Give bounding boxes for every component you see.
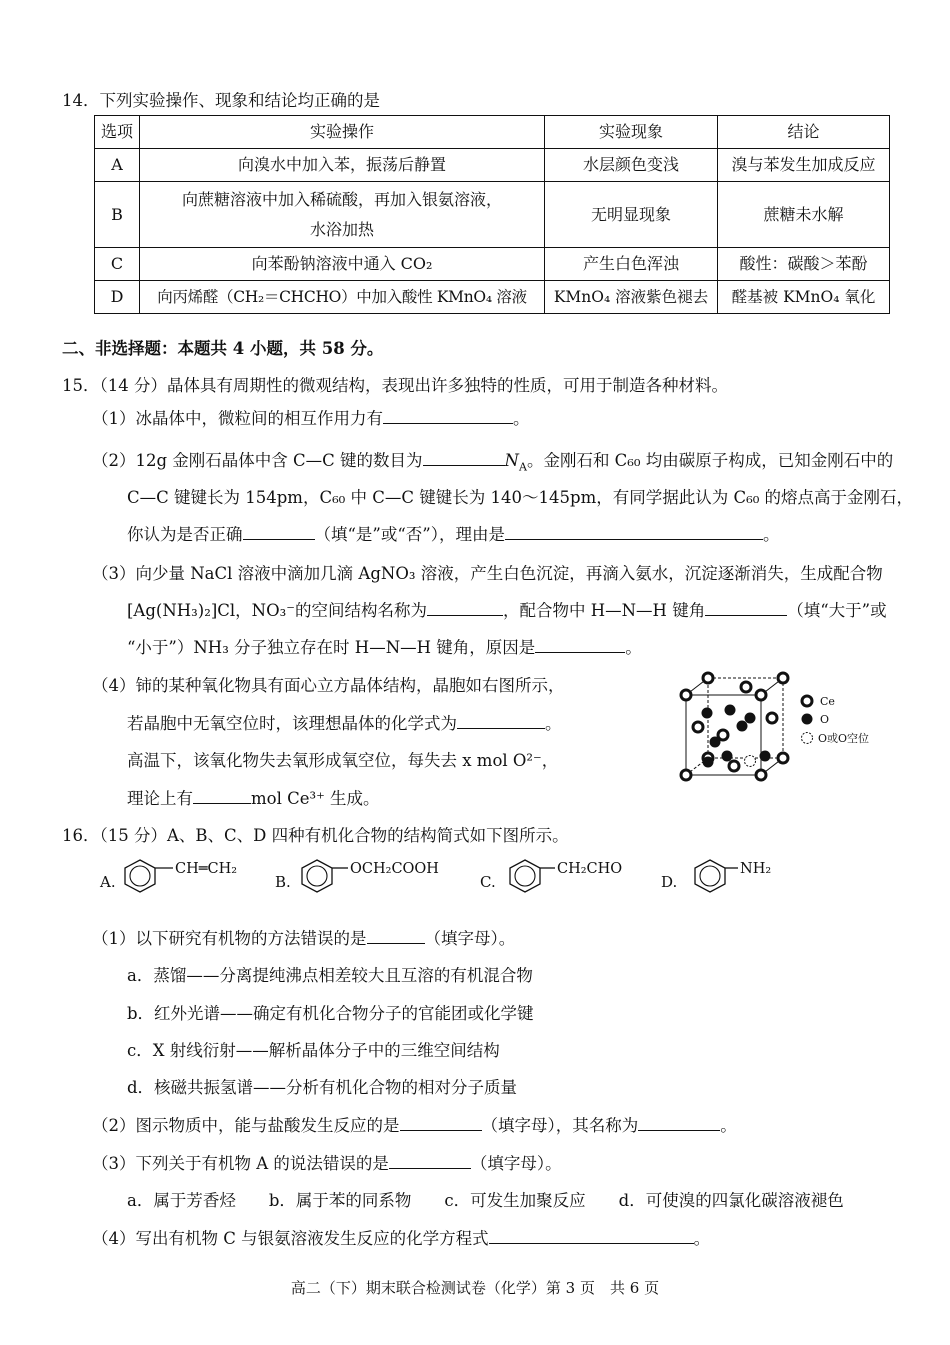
answer-blank <box>427 601 503 616</box>
substituent-group: CH═CH₂ <box>175 861 238 877</box>
legend-vacancy-label: O或O空位 <box>818 732 870 745</box>
row-conclusion: 酸性：碳酸＞苯酚 <box>718 248 890 281</box>
q14-stem: 14．下列实验操作、现象和结论均正确的是 <box>62 91 380 110</box>
q15-p3-text: [Ag(NH₃)₂]Cl，NO₃⁻的空间结构名称为 <box>127 601 427 620</box>
molecule-c <box>475 850 635 900</box>
row-phenomenon: KMnO₄ 溶液紫色褪去 <box>545 281 718 314</box>
row-option: B <box>95 182 140 248</box>
answer-blank <box>423 451 505 466</box>
row-phenomenon: 产生白色浑浊 <box>545 248 718 281</box>
q15-p2-text: 。金刚石和 C₆₀ 均由碳原子构成，已知金刚石中的 <box>526 451 894 470</box>
substituent-group: CH₂CHO <box>557 861 623 877</box>
q15-part4-line4 <box>127 785 380 809</box>
page-footer: 高二（下）期末联合检测试卷（化学）第 3 页 共 6 页 <box>290 1279 660 1297</box>
substituent-group: NH₂ <box>740 861 772 877</box>
row-operation: 向溴水中加入苯，振荡后静置 <box>140 149 545 182</box>
q15-part1 <box>92 405 530 429</box>
section-heading: 二、非选择题：本题共 4 小题，共 58 分。 <box>62 339 384 358</box>
avogadro-symbol: N <box>504 451 519 470</box>
q16-p2-text: （填字母），其名称为 <box>481 1116 639 1135</box>
molecule-b <box>270 850 450 900</box>
molecule-letter: C. <box>480 873 496 891</box>
ce-atoms <box>681 673 788 780</box>
q15-stem: 15．（14 分）晶体具有周期性的微观结构，表现出许多独特的性质，可用于制造各种材料。 <box>62 376 728 395</box>
q16-p2-text: （2）图示物质中，能与盐酸发生反应的是 <box>92 1116 400 1135</box>
row-phenomenon: 无明显现象 <box>545 182 718 248</box>
q16-option-d: d．核磁共振氢谱——分析有机化合物的相对分子质量 <box>127 1078 518 1097</box>
legend-vacancy-icon <box>802 733 813 744</box>
q15-part2-line1 <box>92 447 893 473</box>
row-option: C <box>95 248 140 281</box>
q16-option-c: c．X 射线衍射——解析晶体分子中的三维空间结构 <box>127 1041 500 1060</box>
table-header-row <box>95 116 890 149</box>
row-conclusion: 溴与苯发生加成反应 <box>718 149 890 182</box>
q15-part2-line3 <box>127 521 780 545</box>
row-conclusion: 醛基被 KMnO₄ 氧化 <box>718 281 890 314</box>
q15-part3-line1: （3）向少量 NaCl 溶液中滴加几滴 AgNO₃ 溶液，产生白色沉淀，再滴入氨水，沉淀逐渐消失，生成配合物 <box>92 564 883 583</box>
q15-p3-text: ，配合物中 H—N—H 键角 <box>502 601 706 620</box>
q16-stem: 16．（15 分）A、B、C、D 四种有机化合物的结构简式如下图所示。 <box>62 826 569 845</box>
q16-part2 <box>92 1112 737 1136</box>
q16-p2-end: 。 <box>720 1116 737 1135</box>
q16-option-a: a．蒸馏——分离提纯沸点相差较大且互溶的有机混合物 <box>127 966 533 985</box>
q15-p2-text: 你认为是否正确 <box>127 525 243 544</box>
q14-table <box>94 115 890 314</box>
legend-ce-label: Ce <box>820 695 835 708</box>
q15-p2-text: （2）12g 金刚石晶体中含 C—C 键的数目为 <box>92 451 423 470</box>
q15-p1-text: （1）冰晶体中，微粒间的相互作用力有 <box>92 409 383 428</box>
q16-part3-options: a．属于芳香烃 b．属于苯的同系物 c．可发生加聚反应 d．可使溴的四氯化碳溶液褪色 <box>127 1191 844 1210</box>
answer-blank <box>367 929 425 944</box>
row-option: D <box>95 281 140 314</box>
molecule-letter: D. <box>661 873 678 891</box>
header-phenomenon: 实验现象 <box>545 116 718 149</box>
answer-blank <box>489 1229 694 1244</box>
table-row <box>95 149 890 182</box>
answer-blank <box>535 638 625 653</box>
q15-part4-line3: 高温下，该氧化物失去氧形成氧空位，每失去 x mol O²⁻， <box>127 751 559 770</box>
answer-blank <box>193 789 251 804</box>
q16-part3 <box>92 1150 562 1174</box>
avogadro-subscript: A <box>518 460 527 474</box>
molecule-a <box>95 850 255 900</box>
answer-blank <box>505 525 763 540</box>
q15-p3-text: “小于”）NH₃ 分子独立存在时 H—N—H 键角，原因是 <box>127 638 536 657</box>
operation-line: 水浴加热 <box>309 219 374 239</box>
molecule-letter: A. <box>100 873 116 891</box>
operation-line: 向蔗糖溶液中加入稀硫酸，再加入银氨溶液， <box>181 189 502 209</box>
header-option: 选项 <box>95 116 140 149</box>
q16-part1 <box>92 925 515 949</box>
q15-p4-text: 理论上有 <box>127 789 193 808</box>
answer-blank <box>243 525 315 540</box>
table-row <box>95 281 890 314</box>
row-operation <box>140 182 545 248</box>
q16-part4 <box>92 1225 710 1249</box>
q15-part4-line1: （4）铈的某种氧化物具有面心立方晶体结构，晶胞如右图所示， <box>92 676 565 695</box>
q15-p1-end: 。 <box>513 409 530 428</box>
q16-p3-text: （填字母）。 <box>470 1154 562 1173</box>
q15-p3-end: 。 <box>625 638 642 657</box>
q15-part3-line3 <box>127 634 642 658</box>
q15-p2-text: （填“是”或“否”），理由是 <box>314 525 505 544</box>
q16-p4-text: （4）写出有机物 C 与银氨溶液发生反应的化学方程式 <box>92 1229 489 1248</box>
q15-part2-line2: C—C 键键长为 154pm，C₆₀ 中 C—C 键键长为 140～145pm，有同学据此认为 C₆₀ 的熔点高于金刚石， <box>127 488 914 507</box>
row-operation: 向苯酚钠溶液中通入 CO₂ <box>140 248 545 281</box>
answer-blank <box>457 714 545 729</box>
oxygen-vacancy <box>745 756 756 767</box>
q16-p4-end: 。 <box>693 1229 711 1248</box>
table-row <box>95 182 890 248</box>
substituent-group: OCH₂COOH <box>350 861 439 877</box>
header-operation: 实验操作 <box>140 116 545 149</box>
q15-p3-text: （填“大于”或 <box>787 601 887 620</box>
answer-blank <box>638 1116 720 1131</box>
q16-p1-text: （1）以下研究有机物的方法错误的是 <box>92 929 367 948</box>
q15-part3-line2 <box>127 597 887 621</box>
row-phenomenon: 水层颜色变浅 <box>545 149 718 182</box>
row-operation: 向丙烯醛（CH₂＝CHCHO）中加入酸性 KMnO₄ 溶液 <box>140 281 545 314</box>
q15-p2-end: 。 <box>763 525 780 544</box>
answer-blank <box>400 1116 482 1131</box>
q16-p3-text: （3）下列关于有机物 A 的说法错误的是 <box>92 1154 389 1173</box>
q15-p4-end: 。 <box>545 714 562 733</box>
table-row <box>95 248 890 281</box>
answer-blank <box>383 409 513 424</box>
q16-p1-text: （填字母）。 <box>424 929 516 948</box>
molecule-letter: B. <box>275 873 291 891</box>
q15-part4-line2 <box>127 710 562 734</box>
legend-ce-icon <box>802 696 812 706</box>
legend-o-icon <box>802 714 813 725</box>
q16-option-b: b．红外光谱——确定有机化合物分子的官能团或化学键 <box>127 1004 534 1023</box>
molecule-d <box>658 850 788 900</box>
crystal-cell-figure <box>672 670 887 800</box>
legend-o-label: O <box>820 713 830 726</box>
q15-p4-text: mol Ce³⁺ 生成。 <box>251 789 380 808</box>
row-conclusion: 蔗糖未水解 <box>718 182 890 248</box>
answer-blank <box>389 1154 471 1169</box>
q15-p4-text: 若晶胞中无氧空位时，该理想晶体的化学式为 <box>127 714 457 733</box>
row-option: A <box>95 149 140 182</box>
header-conclusion: 结论 <box>718 116 890 149</box>
answer-blank <box>705 601 787 616</box>
